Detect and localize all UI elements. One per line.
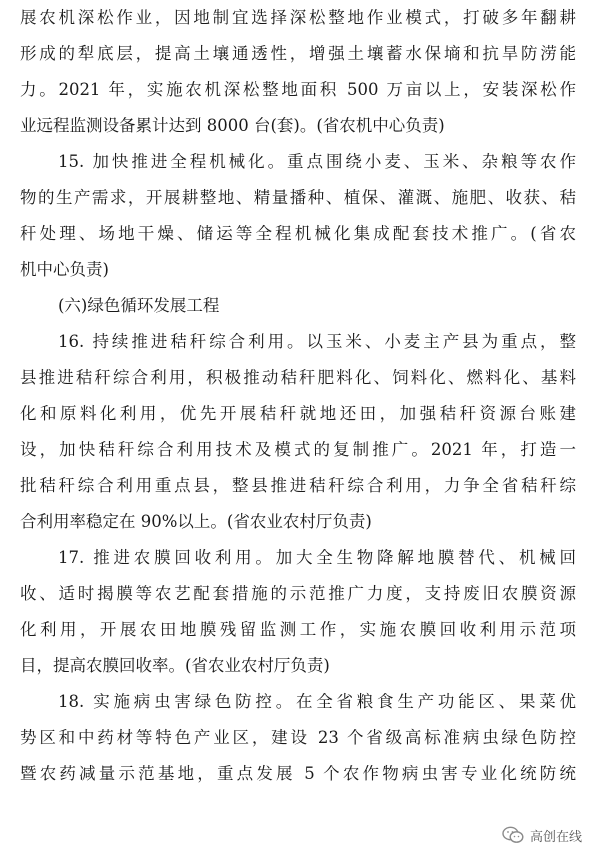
section-heading-6: (六)绿色循环发展工程 xyxy=(58,296,220,315)
text-line-3: 力。2021 年，实施农机深松整地面积 500 万亩以上，安装深松作 xyxy=(20,80,576,99)
text-line-18: 化利用，开展农田地膜残留监测工作，实施农膜回收利用示范项 xyxy=(20,620,576,639)
wechat-icon xyxy=(502,826,524,844)
text-line-8: 机中心负责) xyxy=(20,260,109,279)
text-line-14: 批秸秆综合利用重点县，整县推进秸秆综合利用，力争全省秸秆综 xyxy=(20,476,576,495)
source-watermark xyxy=(502,823,582,847)
text-line-6: 物的生产需求，开展耕整地、精量播种、植保、灌溉、施肥、收获、秸 xyxy=(20,188,576,207)
text-line-15: 合利用率稳定在 90%以上。(省农业农村厅负责) xyxy=(20,512,372,531)
text-line-19: 目，提高农膜回收率。(省农业农村厅负责) xyxy=(20,656,330,675)
text-line-22: 暨农药减量示范基地，重点发展 5 个农作物病虫害专业化统防统 xyxy=(20,764,576,783)
watermark-text: 高创在线 xyxy=(529,829,582,845)
section-15-first-line: 15. 加快推进全程机械化。重点围绕小麦、玉米、杂粮等农作 xyxy=(58,152,576,171)
section-17-first-line: 17. 推进农膜回收利用。加大全生物降解地膜替代、机械回 xyxy=(58,548,576,567)
text-line-21: 势区和中药材等特色产业区，建设 23 个省级高标准病虫绿色防控 xyxy=(20,728,576,747)
section-18-first-line: 18. 实施病虫害绿色防控。在全省粮食生产功能区、果菜优 xyxy=(58,692,576,711)
text-line-2: 形成的犁底层，提高土壤通透性，增强土壤蓄水保墒和抗旱防涝能 xyxy=(20,44,576,63)
text-line-12: 化和原料化利用，优先开展秸秆就地还田，加强秸秆资源台账建 xyxy=(20,404,576,423)
section-16-first-line: 16. 持续推进秸秆综合利用。以玉米、小麦主产县为重点，整 xyxy=(58,332,576,351)
text-line-17: 收、适时揭膜等农艺配套措施的示范推广力度，支持废旧农膜资源 xyxy=(20,584,576,603)
text-line-11: 县推进秸秆综合利用，积极推动秸秆肥料化、饲料化、燃料化、基料 xyxy=(20,368,576,387)
text-line-13: 设，加快秸秆综合利用技术及模式的复制推广。2021 年，打造一 xyxy=(20,440,576,459)
text-line-1: 展农机深松作业，因地制宜选择深松整地作业模式，打破多年翻耕 xyxy=(20,8,576,27)
text-line-4: 业远程监测设备累计达到 8000 台(套)。(省农机中心负责) xyxy=(20,116,445,135)
text-line-7: 秆处理、场地干燥、储运等全程机械化集成配套技术推广。(省农 xyxy=(20,224,576,243)
